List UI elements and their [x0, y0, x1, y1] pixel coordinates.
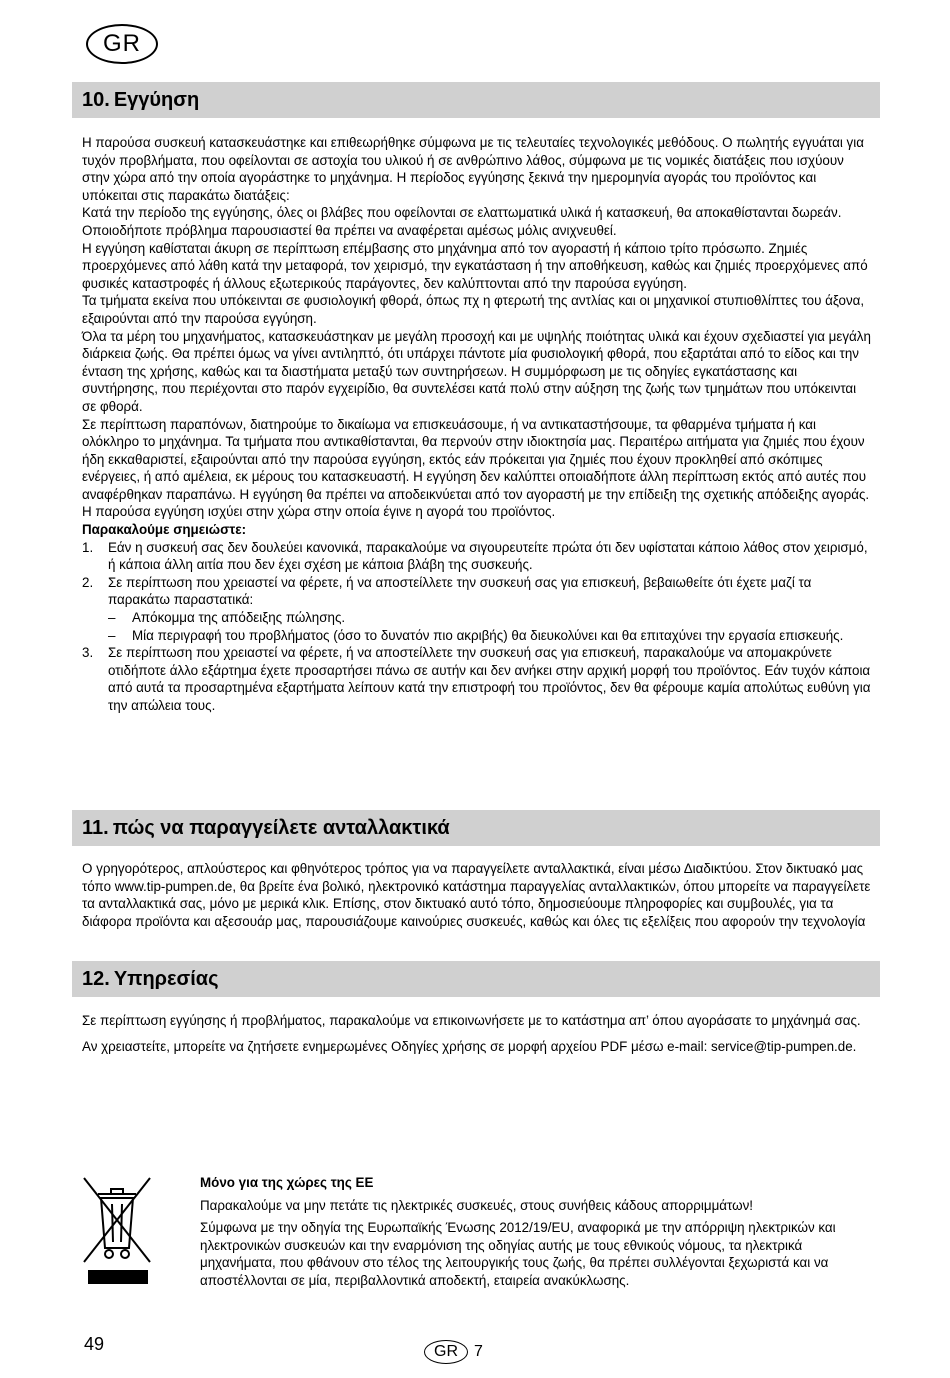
sub-list-item-text: Μία περιγραφή του προβλήματος (όσο το δυνατόν πιο ακριβής) θα διευκολύνει και θα επιταχύνει την εργασία επισκευής. [132, 627, 844, 643]
sub-list [108, 609, 872, 644]
page-number: 7 [474, 1343, 483, 1360]
list-item [82, 574, 872, 644]
weee-crossed-bin-icon [82, 1172, 152, 1284]
warranty-paragraph: Κατά την περίοδο της εγγύησης, όλες οι βλάβες που οφείλονται σε ελαττωματικά υλικά ή κατασκευή, θα αποκαθίστανται δωρεάν. Οποιοδήποτε πρόβλημα παρουσιαστεί θα πρέπει να αναφέρεται αμέσως μόλις ανιχνευθεί. [82, 205, 842, 238]
section-12-number: 12. [82, 967, 110, 990]
spare-parts-paragraph: Ο γρηγορότερος, απλούστερος και φθηνότερος τρόπος για να παραγγείλετε ανταλλακτικά, είναι μέσω Διαδικτύου. Στον δικτυακό μας τόπο www.tip-pumpen.de, θα βρείτε ένα βολικό, ηλεκτρονικό κατάστημα παραγγελίας ανταλλακτικών, όπου μπορείτε να παραγγείλετε τα ανταλλακτικά σας, μόνο με μερικά κλικ. Επίσης, στον δικτυακό αυτό τόπο, δημοσιεύουμε πληροφορίες και συμβουλές, για τα διάφορα προϊόντα και αξεσουάρ μας, παρουσιάζουμε καινούριες συσκευές, καθώς και όλες τις εξελίξεις που αφορούν την τεχνολογία [82, 861, 871, 929]
sub-list-item [108, 627, 872, 645]
dash-bullet: – [108, 627, 116, 643]
list-item-number: 2. [82, 574, 94, 590]
eu-disposal-notice [200, 1174, 868, 1295]
notice-list [82, 539, 872, 715]
section-10-title: Εγγύηση [113, 88, 200, 111]
list-item-text: Σε περίπτωση που χρειαστεί να φέρετε, ή να αποστείλλετε την συσκευή σας για επισκευή, παρακαλούμε να απομακρύνετε οτιδήποτε άλλο εξάρτημα έχετε προσαρτήσει πάνω σε αυτήν και δεν ανήκει στην αρχική μορφή του προϊόντος. Εάν τυχόν κάποια από αυτά τα προσαρτημένα εξαρτήματα λείπουν κατά την επιστροφή του προϊόντος, δεν θα φέρουμε καμία απολύτως ευθύνη για την απώλεια τους. [108, 645, 871, 713]
warranty-paragraph: Η εγγύηση καθίσταται άκυρη σε περίπτωση επέμβασης στο μηχάνημα από τον αγοραστή ή κάποιο τρίτο πρόσωπο. Ζημιές προερχόμενες από λάθη κατά την μεταφορά, τον χειρισμό, την εγκατάσταση ή την αποθήκευση, καθώς και ζημιές προερχόμενες από φυσικές καταστροφές ή άλλους εξωτερικούς παράγοντες, δεν καλύπτονται από την παρούσα εγγύηση. [82, 240, 868, 291]
eu-notice-paragraph: Παρακαλούμε να μην πετάτε τις ηλεκτρικές συσκευές, στους συνήθεις κάδους απορριμμάτων! [200, 1197, 754, 1213]
eu-notice-paragraph: Σύμφωνα με την οδηγία της Ευρωπαϊκής Ένωσης 2012/19/EU, αναφορικά με την απόρριψη ηλεκτρικών και ηλεκτρονικών συσκευών και την εναρμόνιση της οδηγίας αυτής με τους εθνικούς νόμους, τα ηλεκτρικά μηχανήματα, που φθάνουν στο τέλος της λειτουργικής τους ζωής, θα πρέπει συλλέγονται ξεχωριστά και να αποστέλλονται σε μία, περιβαλλοντικά αποδεκτή, εταιρεία ανακύκλωσης. [200, 1220, 836, 1288]
page-footer [424, 1340, 483, 1364]
dash-bullet: – [108, 610, 116, 626]
list-item-number: 1. [82, 539, 94, 555]
section-12-header [72, 961, 880, 997]
list-item [82, 539, 872, 574]
section-11-body [82, 860, 872, 930]
section-11-header [72, 810, 880, 846]
section-10-body [82, 134, 872, 715]
section-11-title: πώς να παραγγείλετε ανταλλακτικά [112, 816, 450, 839]
warranty-paragraph: Όλα τα μέρη του μηχανήματος, κατασκευάστηκαν με μεγάλη προσοχή και με υψηλής ποιότητας υλικά και έχουν σχεδιαστεί για μεγάλη διάρκεια ζωής. Θα πρέπει όμως να γίνει αντιληπτό, ότι υπάρχει πάντοτε μία φυσιολογική φθορά, που εξαρτάται από το είδος και την ένταση της χρήσης, καθώς και τα διαστήματα μεταξύ των συντηρήσεων. Η συμμόρφωση με τις οδηγίες εγκατάστασης και συντήρησης, που περιέχονται στο παρόν εγχειρίδιο, θα συντελέσει κατά πολύ στην αύξηση της ζωής των τμημάτων που υπόκεινται σε φθορά. [82, 328, 871, 414]
section-12-title: Υπηρεσίας [113, 967, 219, 990]
warranty-paragraph: Τα τμήματα εκείνα που υπόκεινται σε φυσιολογική φθορά, όπως πχ η φτερωτή της αντλίας και οι μηχανικοί στυπιοθλίπτες του άξονα, εξαιρούνται από την παρούσα εγγύηση. [82, 293, 865, 326]
sub-list-item [108, 609, 872, 627]
page-number-left: 49 [84, 1334, 105, 1354]
footer-language-badge: GR [424, 1340, 468, 1364]
language-badge [86, 24, 158, 64]
section-12-body [82, 1012, 872, 1055]
notice-title: Παρακαλούμε σημειώστε: [82, 522, 247, 538]
language-badge-text: GR [103, 30, 141, 57]
eu-notice-title: Μόνο για της χώρες της ΕΕ [200, 1175, 374, 1190]
section-10-number: 10. [82, 88, 110, 111]
section-10-header [72, 82, 880, 118]
list-item-text: Σε περίπτωση που χρειαστεί να φέρετε, ή να αποστείλλετε την συσκευή σας για επισκευή, βεβαιωθείτε ότι έχετε μαζί τα παρακάτω παραστατικά: [108, 574, 812, 608]
sub-list-item-text: Απόκομμα της απόδειξης πώλησης. [132, 610, 346, 626]
section-11-number: 11. [82, 816, 109, 839]
warranty-paragraph: Σε περίπτωση παραπόνων, διατηρούμε το δικαίωμα να επισκευάσουμε, ή να αντικαταστήσουμε, τα φθαρμένα τμήματα ή και ολόκληρο το μηχάνημα. Τα τμήματα που αντικαθίστανται, θα περνούν στην ιδιοκτησία μας. Περαιτέρω αιτήματα για ζημιές που έχουν ήδη εκκαθαριστεί, εξαιρούνται από την παρούσα εγγύηση, εκτός εάν πρόκειται για ζημιές που έχουν προκληθεί από σκόπιμες ενέργειες, ή από αμέλεια, εκ μέρους του κατασκευαστή. Η εγγύηση δεν καλύπτει οποιαδήποτε άλλη περίπτωση εκτός από αυτές που αναφέρθηκαν παραπάνω. Η εγγύηση θα πρέπει να αποδεικνύεται από τον αγοραστή με την επίδειξη της σχετικής απόδειξης αγοράς. Η παρούσα εγγύηση ισχύει στην χώρα στην οποία έγινε η αγορά του προϊόντος. [82, 416, 870, 520]
warranty-paragraph: Η παρούσα συσκευή κατασκευάστηκε και επιθεωρήθηκε σύμφωνα με τις τελευταίες τεχνολογικές μεθόδους. Ο πωλητής εγγυάται για τυχόν προβλήματα, που οφείλονται σε αστοχία του υλικού ή σε ανθρώπινο λάθος, σύμφωνα με τις νομικές διατάξεις που ισχύουν στην χώρα από την οποία αγοράστηκε το μηχάνημα. Η περίοδος εγγύησης ξεκινά την ημερομηνία αγοράς του προϊόντος και υπόκειται στις παρακάτω διατάξεις: [82, 135, 864, 203]
service-paragraph: Αν χρειαστείτε, μπορείτε να ζητήσετε ενημερωμένες Οδηγίες χρήσης σε μορφή αρχείου PDF μέσω e-mail: service@tip-pumpen.de. [82, 1038, 857, 1054]
list-item-text: Εάν η συσκευή σας δεν δουλεύει κανονικά, παρακαλούμε να σιγουρευτείτε πρώτα ότι δεν υφίσταται κάποιο λάθος στον χειρισμό, ή κάποια άλλη αιτία που δεν έχει σχέση με κάποια βλάβη της συσκευής. [108, 539, 868, 573]
list-item-number: 3. [82, 645, 94, 661]
list-item [82, 644, 872, 714]
service-paragraph: Σε περίπτωση εγγύησης ή προβλήματος, παρακαλούμε να επικοινωνήσετε με το κατάστημα απ’ όπου αγοράσατε το μηχάνημά σας. [82, 1013, 861, 1028]
